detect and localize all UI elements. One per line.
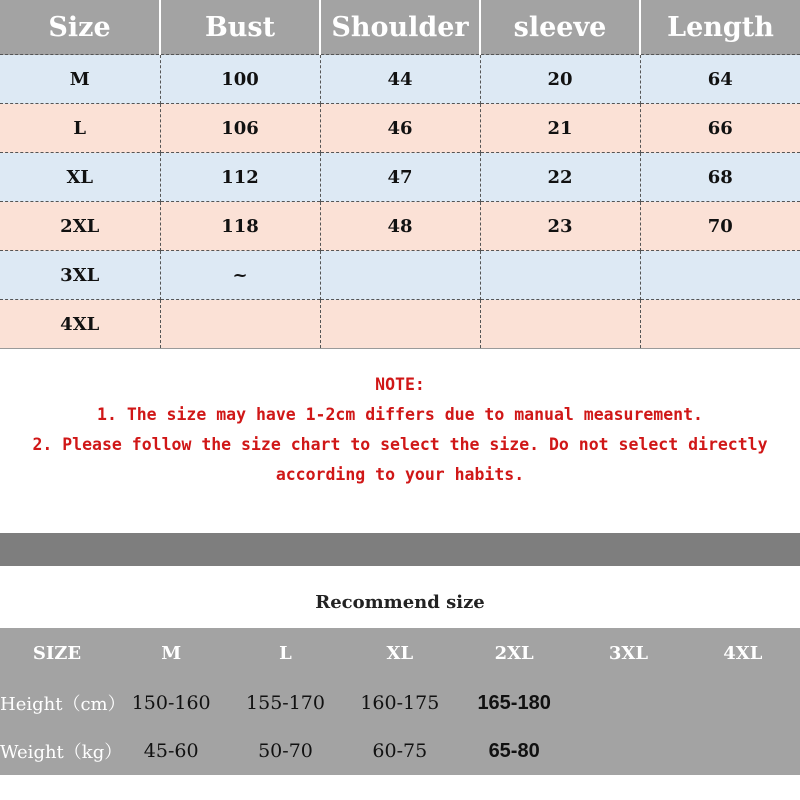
size-note: [0, 370, 800, 490]
cell-shoulder: 44: [320, 55, 480, 104]
table-row: [0, 104, 800, 153]
cell-sleeve: 20: [480, 55, 640, 104]
weight-2xl: 65-80: [488, 739, 540, 762]
cell-shoulder: 47: [320, 153, 480, 202]
cell-size: XL: [0, 153, 160, 202]
cell-length: 68: [640, 153, 800, 202]
note-line-1: 1. The size may have 1-2cm differs due to manual measurement.: [97, 405, 703, 424]
weight-4xl: [686, 727, 800, 775]
note-line-2: 2. Please follow the size chart to select the size. Do not select directly: [32, 435, 768, 454]
rec-header-l: L: [279, 643, 292, 664]
table-row: [0, 251, 800, 300]
recommend-header-row: [0, 628, 800, 679]
height-xl: 160-175: [360, 692, 440, 714]
header-shoulder: Shoulder: [320, 0, 480, 55]
table-row: [0, 300, 800, 349]
height-l: 155-170: [246, 692, 325, 714]
cell-size: M: [0, 55, 160, 104]
recommend-title: Recommend size: [315, 592, 485, 613]
cell-bust: [160, 300, 320, 349]
cell-sleeve: 21: [480, 104, 640, 153]
cell-length: 64: [640, 55, 800, 104]
height-3xl: [571, 679, 685, 727]
header-sleeve: sleeve: [480, 0, 640, 55]
cell-bust: 112: [160, 153, 320, 202]
rec-header-3xl: 3XL: [608, 643, 649, 664]
cell-shoulder: [320, 300, 480, 349]
cell-length: 70: [640, 202, 800, 251]
height-2xl: 165-180: [477, 691, 551, 714]
cell-length: [640, 251, 800, 300]
cell-shoulder: 48: [320, 202, 480, 251]
header-length: Length: [640, 0, 800, 55]
cell-bust: ~: [160, 251, 320, 300]
note-title: NOTE:: [375, 375, 425, 394]
cell-shoulder: 46: [320, 104, 480, 153]
cell-size: 2XL: [0, 202, 160, 251]
height-m: 150-160: [131, 692, 211, 714]
header-bust: Bust: [160, 0, 320, 55]
weight-label: Weight（kg）: [0, 742, 123, 763]
cell-bust: 100: [160, 55, 320, 104]
cell-length: 66: [640, 104, 800, 153]
rec-header-2xl: 2XL: [494, 643, 534, 664]
cell-sleeve: [480, 300, 640, 349]
cell-size: 3XL: [0, 251, 160, 300]
cell-shoulder: [320, 251, 480, 300]
weight-row: [0, 727, 800, 775]
cell-bust: 118: [160, 202, 320, 251]
rec-header-4xl: 4XL: [723, 643, 763, 664]
cell-sleeve: 23: [480, 202, 640, 251]
height-label: Height（cm）: [0, 694, 126, 715]
cell-bust: 106: [160, 104, 320, 153]
weight-xl: 60-75: [372, 740, 428, 762]
rec-header-m: M: [161, 643, 182, 664]
recommend-size-table: [0, 628, 800, 775]
cell-length: [640, 300, 800, 349]
height-4xl: [686, 679, 800, 727]
rec-header-size: SIZE: [32, 643, 82, 664]
table-row: [0, 153, 800, 202]
size-chart-header-row: [0, 0, 800, 55]
cell-sleeve: 22: [480, 153, 640, 202]
weight-3xl: [571, 727, 685, 775]
table-row: [0, 202, 800, 251]
cell-size: L: [0, 104, 160, 153]
table-row: [0, 55, 800, 104]
cell-sleeve: [480, 251, 640, 300]
section-divider: [0, 533, 800, 566]
header-size: Size: [0, 0, 160, 55]
weight-l: 50-70: [258, 740, 313, 762]
cell-size: 4XL: [0, 300, 160, 349]
rec-header-xl: XL: [386, 643, 414, 664]
height-row: [0, 679, 800, 727]
weight-m: 45-60: [143, 740, 199, 762]
size-chart-table: [0, 0, 800, 349]
note-line-3: according to your habits.: [275, 465, 525, 484]
